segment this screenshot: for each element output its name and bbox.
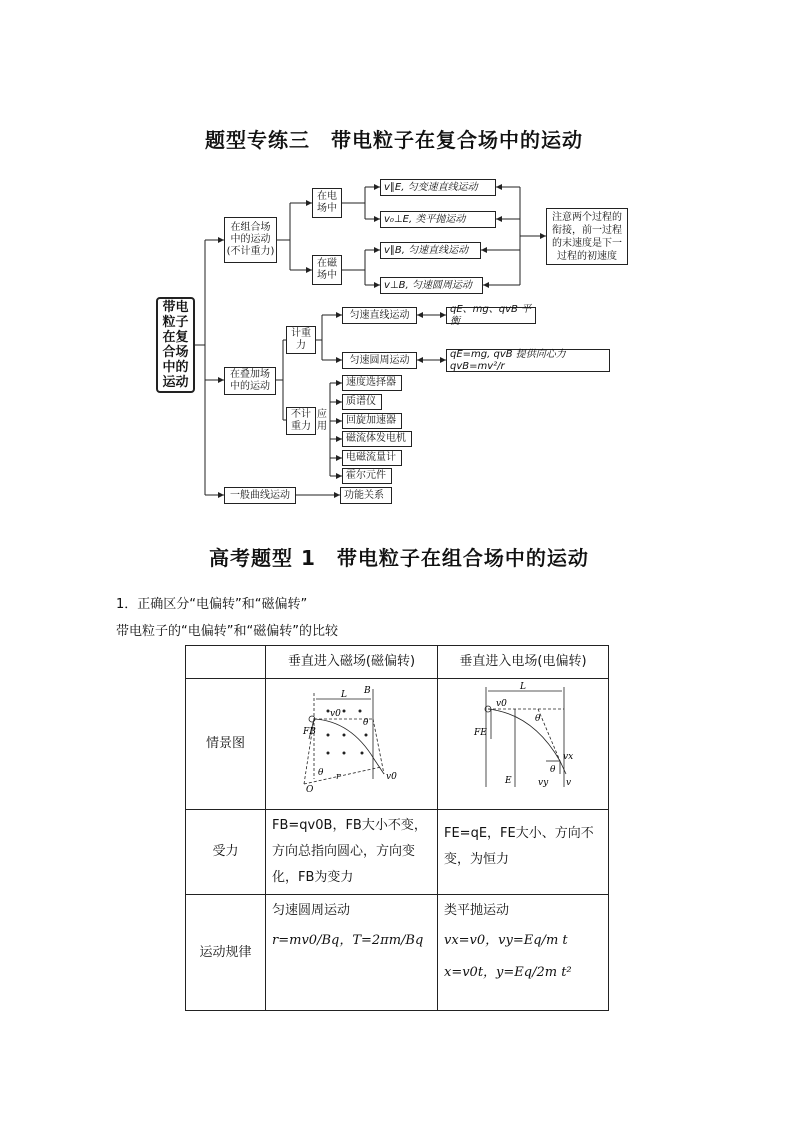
electric-law-title: 类平抛运动	[443, 903, 509, 918]
magnetic-force-cell	[266, 810, 438, 895]
magnetic-law-cell	[266, 895, 438, 1011]
fig-e-label-vx: vx	[562, 752, 574, 762]
electric-law-formula-2: x=v0t，y=Eq/2m t²	[443, 965, 572, 980]
fig-m-label-theta2: θ	[318, 768, 324, 778]
magnetic-law-formula: r=mv0/Bq，T=2πm/Bq	[272, 933, 424, 948]
mindmap-magnetic-field: 在磁 场中	[312, 255, 342, 285]
mindmap-centripetal: qE=mg, qvB 提供向心力 qvB=mv²/r	[446, 349, 610, 372]
electric-deflection-figure	[438, 679, 608, 799]
fig-m-label-r: r	[336, 772, 341, 782]
mindmap-app-3: 磁流体发电机	[342, 431, 412, 447]
mindmap-apply-label: 应 用	[317, 409, 327, 432]
magnetic-deflection-figure	[266, 679, 436, 799]
mindmap-grav-straight: 匀速直线运动	[342, 307, 417, 324]
table-header-row	[186, 646, 609, 679]
page-title: 题型专练三 带电粒子在复合场中的运动	[205, 128, 583, 152]
fig-e-label-vy: vy	[537, 778, 549, 788]
magnetic-force-line-2: 方向总指向圆心，方向变	[272, 844, 416, 859]
table-row-scene	[186, 679, 609, 810]
mindmap-curve: 一般曲线运动	[224, 487, 296, 504]
section-title: 高考题型 1 带电粒子在组合场中的运动	[209, 546, 589, 570]
fig-e-label-theta2: θ	[549, 765, 556, 775]
mindmap-note: 注意两个过程的 衔接，前一过程 的末速度是下一 过程的初速度	[546, 208, 628, 265]
magnetic-law-title: 匀速圆周运动	[272, 903, 351, 918]
row-force-label: 受力	[186, 810, 266, 895]
fig-m-label-v0-exit: v0	[386, 772, 397, 782]
fig-m-label-L: L	[341, 690, 347, 700]
magnetic-figure-cell	[266, 679, 438, 810]
fig-m-label-O: O	[306, 785, 314, 795]
table-row-force	[186, 810, 609, 895]
fig-e-label-L: L	[519, 682, 526, 692]
mindmap-app-1: 质谱仪	[342, 394, 382, 410]
mindmap-stack-field: 在叠加场 中的运动	[224, 367, 276, 395]
mindmap-app-2: 回旋加速器	[342, 413, 402, 429]
mindmap-combo-field: 在组合场 中的运动 (不计重力)	[224, 217, 277, 263]
mindmap-app-4: 电磁流量计	[342, 450, 402, 466]
mindmap-b-circle: v⊥B, 匀速圆周运动	[380, 277, 483, 294]
fig-m-label-theta: θ	[363, 718, 369, 728]
mindmap-no-gravity: 不计 重力	[286, 407, 316, 435]
table-row-law	[186, 895, 609, 1011]
col-electric-header: 垂直进入电场(电偏转)	[437, 646, 608, 679]
fig-e-label-v0: v0	[495, 699, 507, 709]
mindmap-app-5: 霍尔元件	[342, 468, 392, 484]
mindmap-electric-field: 在电 场中	[312, 188, 342, 218]
fig-m-label-B: B	[364, 686, 371, 696]
mindmap-gravity: 计重 力	[286, 326, 316, 354]
electric-force-line-2: 变，为恒力	[443, 852, 509, 867]
fig-e-label-E: E	[504, 776, 512, 786]
fig-m-label-FB: FB	[303, 727, 316, 737]
fig-e-label-FE: FE	[473, 728, 487, 738]
electric-law-formula-1: vx=v0，vy=Eq/m t	[443, 933, 568, 948]
mindmap-energy: 功能关系	[340, 487, 392, 504]
mindmap-e-straight: v∥E, 匀变速直线运动	[380, 179, 496, 196]
row-law-label: 运动规律	[186, 895, 266, 1011]
point-heading: 1．正确区分“电偏转”和“磁偏转”	[116, 597, 308, 612]
mindmap-e-projectile: v₀⊥E, 类平抛运动	[380, 211, 496, 228]
electric-force-cell	[437, 810, 608, 895]
magnetic-force-line-1: FB=qv0B，FB大小不变，	[272, 818, 427, 833]
mindmap-root: 带电 粒子 在复 合场 中的 运动	[156, 297, 195, 393]
magnetic-force-line-3: 化，FB为变力	[272, 870, 354, 885]
mindmap-grav-circle: 匀速圆周运动	[342, 352, 417, 369]
fig-e-label-v: v	[565, 778, 572, 788]
mindmap-b-straight: v∥B, 匀速直线运动	[380, 242, 481, 259]
comparison-table	[185, 645, 609, 1011]
electric-force-line-1: FE=qE，FE大小、方向不	[443, 826, 594, 841]
mindmap-app-0: 速度选择器	[342, 375, 402, 391]
electric-figure-cell	[437, 679, 608, 810]
point-subheading: 带电粒子的“电偏转”和“磁偏转”的比较	[116, 624, 338, 639]
electric-law-cell	[437, 895, 608, 1011]
fig-e-label-theta: θ	[534, 714, 541, 724]
col-magnetic-header: 垂直进入磁场(磁偏转)	[266, 646, 438, 679]
mindmap-balance: qE、mg、qvB 平衡	[446, 307, 536, 324]
fig-m-label-v0: v0	[330, 709, 341, 719]
row-scene-label: 情景图	[186, 679, 266, 810]
